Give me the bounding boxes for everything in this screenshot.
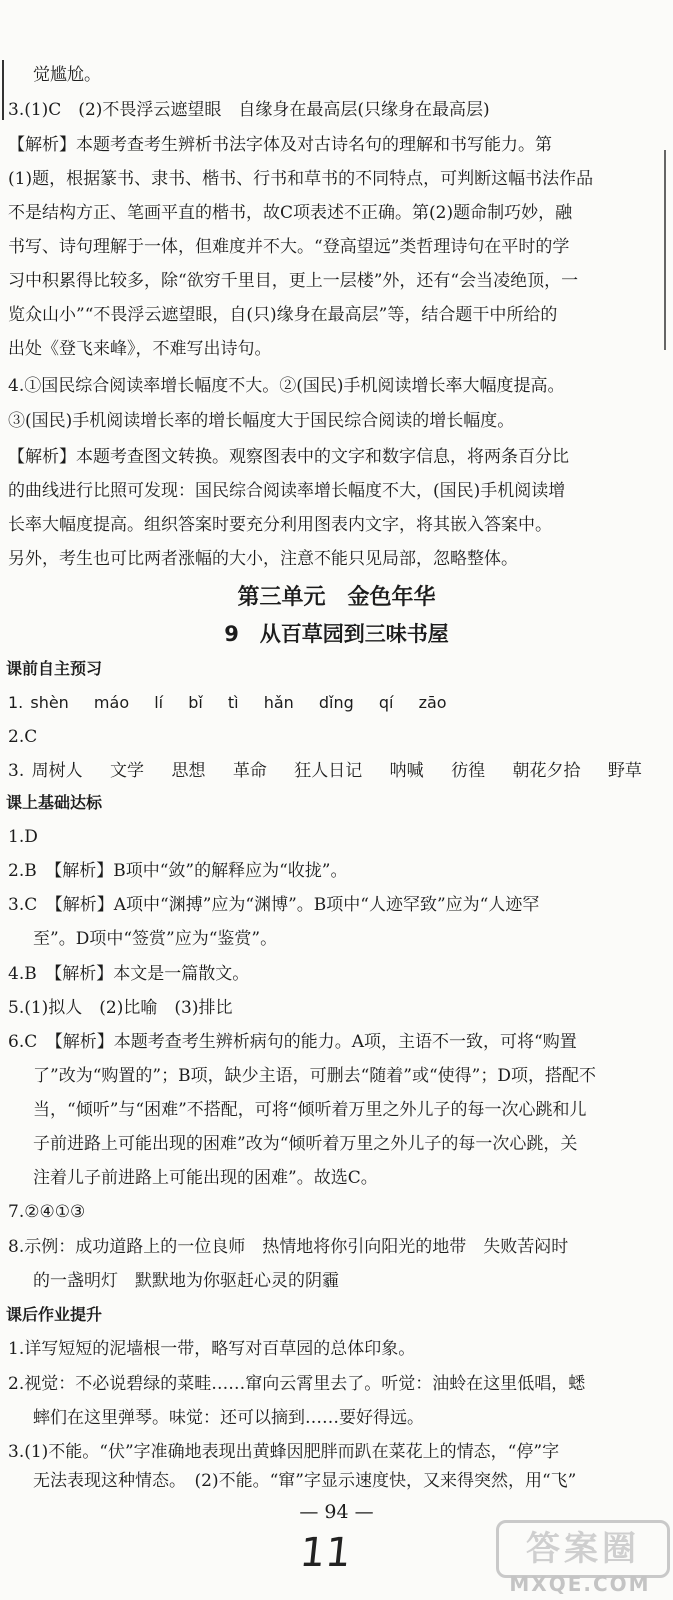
answer-item: 朝花夕拾 [512,761,581,781]
text-line: 1.D [8,827,38,847]
answer-item: 革命 [232,761,267,781]
text-line: 另外，考生也可比两者涨幅的大小，注意不能只见局部，忽略整体。 [8,549,518,569]
text-line: 3.(1)不能。“伏”字准确地表现出黄蜂因肥胖而趴在菜花上的情态，“停”字 [8,1442,560,1462]
text-line: 【解析】本题考查图文转换。观察图表中的文字和数字信息，将两条百分比 [8,447,569,467]
answer-item: 狂人日记 [294,761,363,781]
text-line: 蟀们在这里弹琴。味觉：还可以摘到……要好得远。 [33,1408,424,1428]
text-line: 不是结构方正、笔画平直的楷书，故C项表述不正确。第(2)题命制巧妙，融 [8,203,573,223]
text-line: 4.B 【解析】本文是一篇散文。 [8,964,250,984]
text-line: 2.C [8,727,38,747]
text-line: 5.(1)拟人 (2)比喻 (3)排比 [8,998,233,1018]
lesson-title: 9 从百草园到三味书屋 [224,622,449,646]
margin-mark [2,60,4,120]
text-line: 至”。D项中“签赏”应为“鉴赏”。 [33,929,278,949]
text-line: 8.示例：成功道路上的一位良师 热情地将你引向阳光的地带 失败苦闷时 [8,1237,569,1257]
text-line: 的曲线进行比照可发现：国民综合阅读率增长幅度不大，(国民)手机阅读增 [8,481,566,501]
watermark [496,1520,666,1594]
text-line: 7.②④①③ [8,1202,86,1222]
pinyin-item: zāo [418,693,447,712]
pinyin-item: dǐng [318,693,354,712]
section-heading-preview: 课前自主预习 [6,659,103,678]
text-line: 觉尴尬。 [33,65,101,85]
text-line: 3.(1)C (2)不畏浮云遮望眼 自缘身在最高层(只缘身在最高层) [8,100,490,120]
text-line: 2.B 【解析】B项中“敛”的解释应为“收拢”。 [8,861,348,881]
text-line: 览众山小”“不畏浮云遮望眼，自(只)缘身在最高层”等，结合题干中所给的 [8,305,558,325]
watermark-logo: 答案圈 [496,1520,670,1578]
pinyin-line [8,688,673,718]
answer-item: 文学 [110,761,145,781]
item-label: 1. [8,693,24,712]
section-heading-class: 课上基础达标 [6,793,103,812]
text-line: 习中积累得比较多，除“欲穷千里目，更上一层楼”外，还有“会当凌绝顶，一 [8,271,579,291]
pinyin-item: qí [378,693,394,712]
text-line: 6.C 【解析】本题考查考生辨析病句的能力。A项，主语不一致，可将“购置 [8,1032,577,1052]
text-line: 注着儿子前进路上可能出现的困难”。故选C。 [33,1168,378,1188]
text-line: 子前进路上可能出现的困难”改为“倾听着万里之外儿子的每一次心跳，关 [33,1134,578,1154]
text-line: (1)题，根据篆书、隶书、楷书、行书和草书的不同特点，可判断这幅书法作品 [8,169,594,189]
answer-item: 野草 [607,761,642,781]
answer-item: 呐喊 [389,761,424,781]
pinyin-item: bǐ [188,693,203,712]
text-line: 了”改为“购置的”；B项，缺少主语，可删去“随着”或“使得”；D项，搭配不 [33,1066,596,1086]
text-line: 4.①国民综合阅读率增长幅度不大。②(国民)手机阅读增长率大幅度提高。 [8,376,565,396]
pinyin-item: shèn [30,693,69,712]
item-label: 3. [8,761,25,781]
pinyin-item: lí [154,693,164,712]
pinyin-item: hǎn [263,693,294,712]
text-line: 长率大幅度提高。组织答案时要充分利用图表内文字，将其嵌入答案中。 [8,515,552,535]
text-line: ③(国民)手机阅读增长率的增长幅度大于国民综合阅读的增长幅度。 [8,411,515,431]
text-line: 出处《登飞来峰》，不难写出诗句。 [8,339,272,359]
watermark-url: MXQE.COM [509,1572,651,1596]
text-line: 的一盏明灯 默默地为你驱赶心灵的阴霾 [33,1271,339,1291]
pinyin-item: tì [227,693,239,712]
text-line: 【解析】本题考查考生辨析书法字体及对古诗名句的理解和书写能力。第 [8,135,552,155]
answer-item: 思想 [171,761,206,781]
text-line: 2.视觉：不必说碧绿的菜畦……窜向云霄里去了。听觉：油蛉在这里低唱，蟋 [8,1374,586,1394]
handwritten-mark: 11 [297,1530,354,1576]
answer-item: 周树人 [31,761,83,781]
text-line: 无法表现这种情态。 (2)不能。“窜”字显示速度快，又来得突然，用“飞” [33,1471,577,1491]
text-line: 书写、诗句理解于一体，但难度并不大。“登高望远”类哲理诗句在平时的学 [8,237,570,257]
section-heading-after: 课后作业提升 [6,1305,103,1324]
text-line: 3.C 【解析】A项中“渊搏”应为“渊博”。B项中“人迹罕致”应为“人迹罕 [8,895,540,915]
answer-item: 彷徨 [451,761,486,781]
pinyin-item: máo [93,693,130,712]
text-line [8,756,673,786]
text-line: 1.详写短短的泥墙根一带，略写对百草园的总体印象。 [8,1339,416,1359]
text-line: 当，“倾听”与“困难”不搭配，可将“倾听着万里之外儿子的每一次心跳和儿 [33,1100,587,1120]
unit-title: 第三单元 金色年华 [237,585,436,610]
page-number: — 94 — [299,1501,374,1523]
